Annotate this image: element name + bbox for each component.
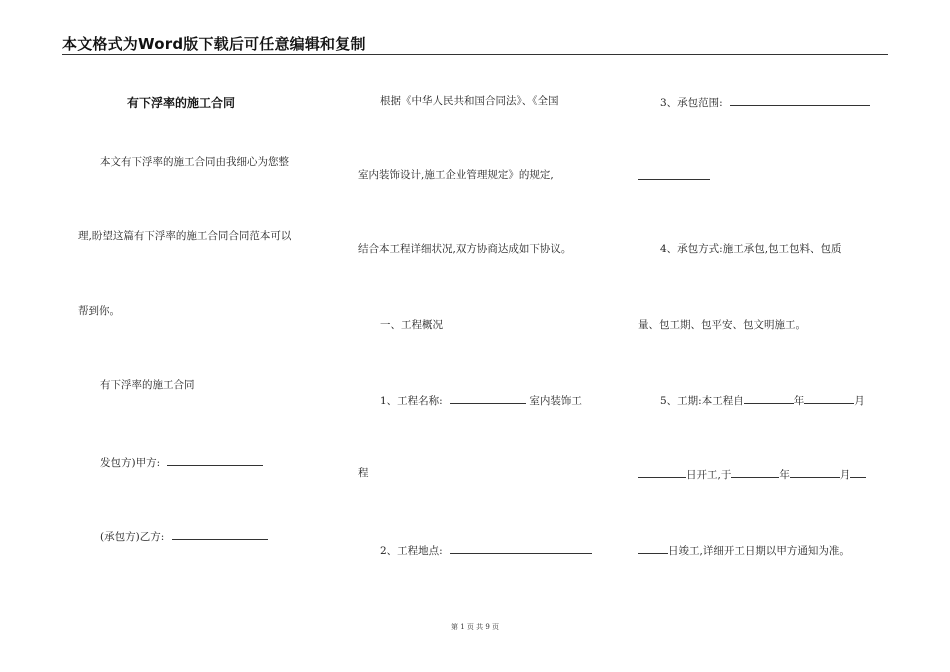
duration-line-1 (660, 392, 865, 408)
project-location-line (380, 542, 592, 558)
end-month-unit: 月 (839, 469, 851, 481)
project-name-continued: 程 (358, 467, 369, 479)
header-title: 本文格式为Word版下载后可任意编辑和复制 (62, 35, 366, 53)
scope-blank-2[interactable] (638, 168, 710, 180)
scope-label: 3、承包范围: (660, 97, 723, 109)
project-name-line (380, 392, 582, 408)
section-heading-1: 一、工程概况 (380, 319, 443, 331)
start-year-unit: 年 (793, 395, 805, 407)
party-b-label: (承包方)乙方: (100, 531, 165, 543)
end-day-blank-2[interactable] (638, 542, 668, 554)
start-day-text: 日开工,于 (686, 469, 732, 481)
completion-text: 日竣工,详细开工日期以甲方通知为准。 (668, 545, 850, 557)
contract-subtitle: 有下浮率的施工合同 (100, 379, 195, 391)
scope-line (660, 94, 870, 110)
col2-para-line-1: 根据《中华人民共和国合同法》、《全国 (380, 95, 559, 107)
page-number: 第 1 页 共 9 页 (450, 623, 500, 631)
col2-para-line-3: 结合本工程详细状况,双方协商达成如下协议。 (358, 243, 572, 255)
party-a-label: 发包方)甲方: (100, 457, 161, 469)
end-year-blank[interactable] (731, 466, 779, 478)
document-title: 有下浮率的施工合同 (127, 96, 236, 110)
party-b-line (100, 528, 268, 544)
end-month-blank[interactable] (790, 466, 840, 478)
project-location-blank[interactable] (450, 542, 592, 554)
end-day-blank[interactable] (850, 466, 866, 478)
project-name-blank[interactable] (450, 392, 526, 404)
intro-line-2: 理,盼望这篇有下浮率的施工合同合同范本可以 (78, 230, 292, 242)
party-a-blank[interactable] (167, 454, 263, 466)
duration-line-3 (638, 542, 850, 558)
project-name-label: 1、工程名称: (380, 395, 443, 407)
party-a-line (100, 454, 263, 470)
project-name-suffix: 室内装饰工 (529, 395, 582, 407)
intro-line-1: 本文有下浮率的施工合同由我细心为您整 (100, 156, 289, 168)
intro-line-3: 帮到你。 (78, 305, 120, 317)
start-month-unit: 月 (854, 395, 865, 407)
start-year-blank[interactable] (744, 392, 794, 404)
party-b-blank[interactable] (172, 528, 268, 540)
start-month-blank[interactable] (804, 392, 854, 404)
contract-method-line-2: 量、包工期、包平安、包文明施工。 (638, 319, 806, 331)
scope-blank[interactable] (730, 94, 870, 106)
duration-label: 5、工期:本工程自 (660, 395, 744, 407)
scope-blank-continued (638, 168, 710, 184)
header-rule (62, 54, 888, 55)
col2-para-line-2: 室内装饰设计,施工企业管理规定》的规定, (358, 169, 554, 181)
start-day-blank[interactable] (638, 466, 686, 478)
end-year-unit: 年 (779, 469, 790, 481)
project-location-label: 2、工程地点: (380, 545, 443, 557)
duration-line-2 (638, 466, 866, 482)
contract-method-line-1: 4、承包方式:施工承包,包工包料、包质 (660, 243, 842, 255)
